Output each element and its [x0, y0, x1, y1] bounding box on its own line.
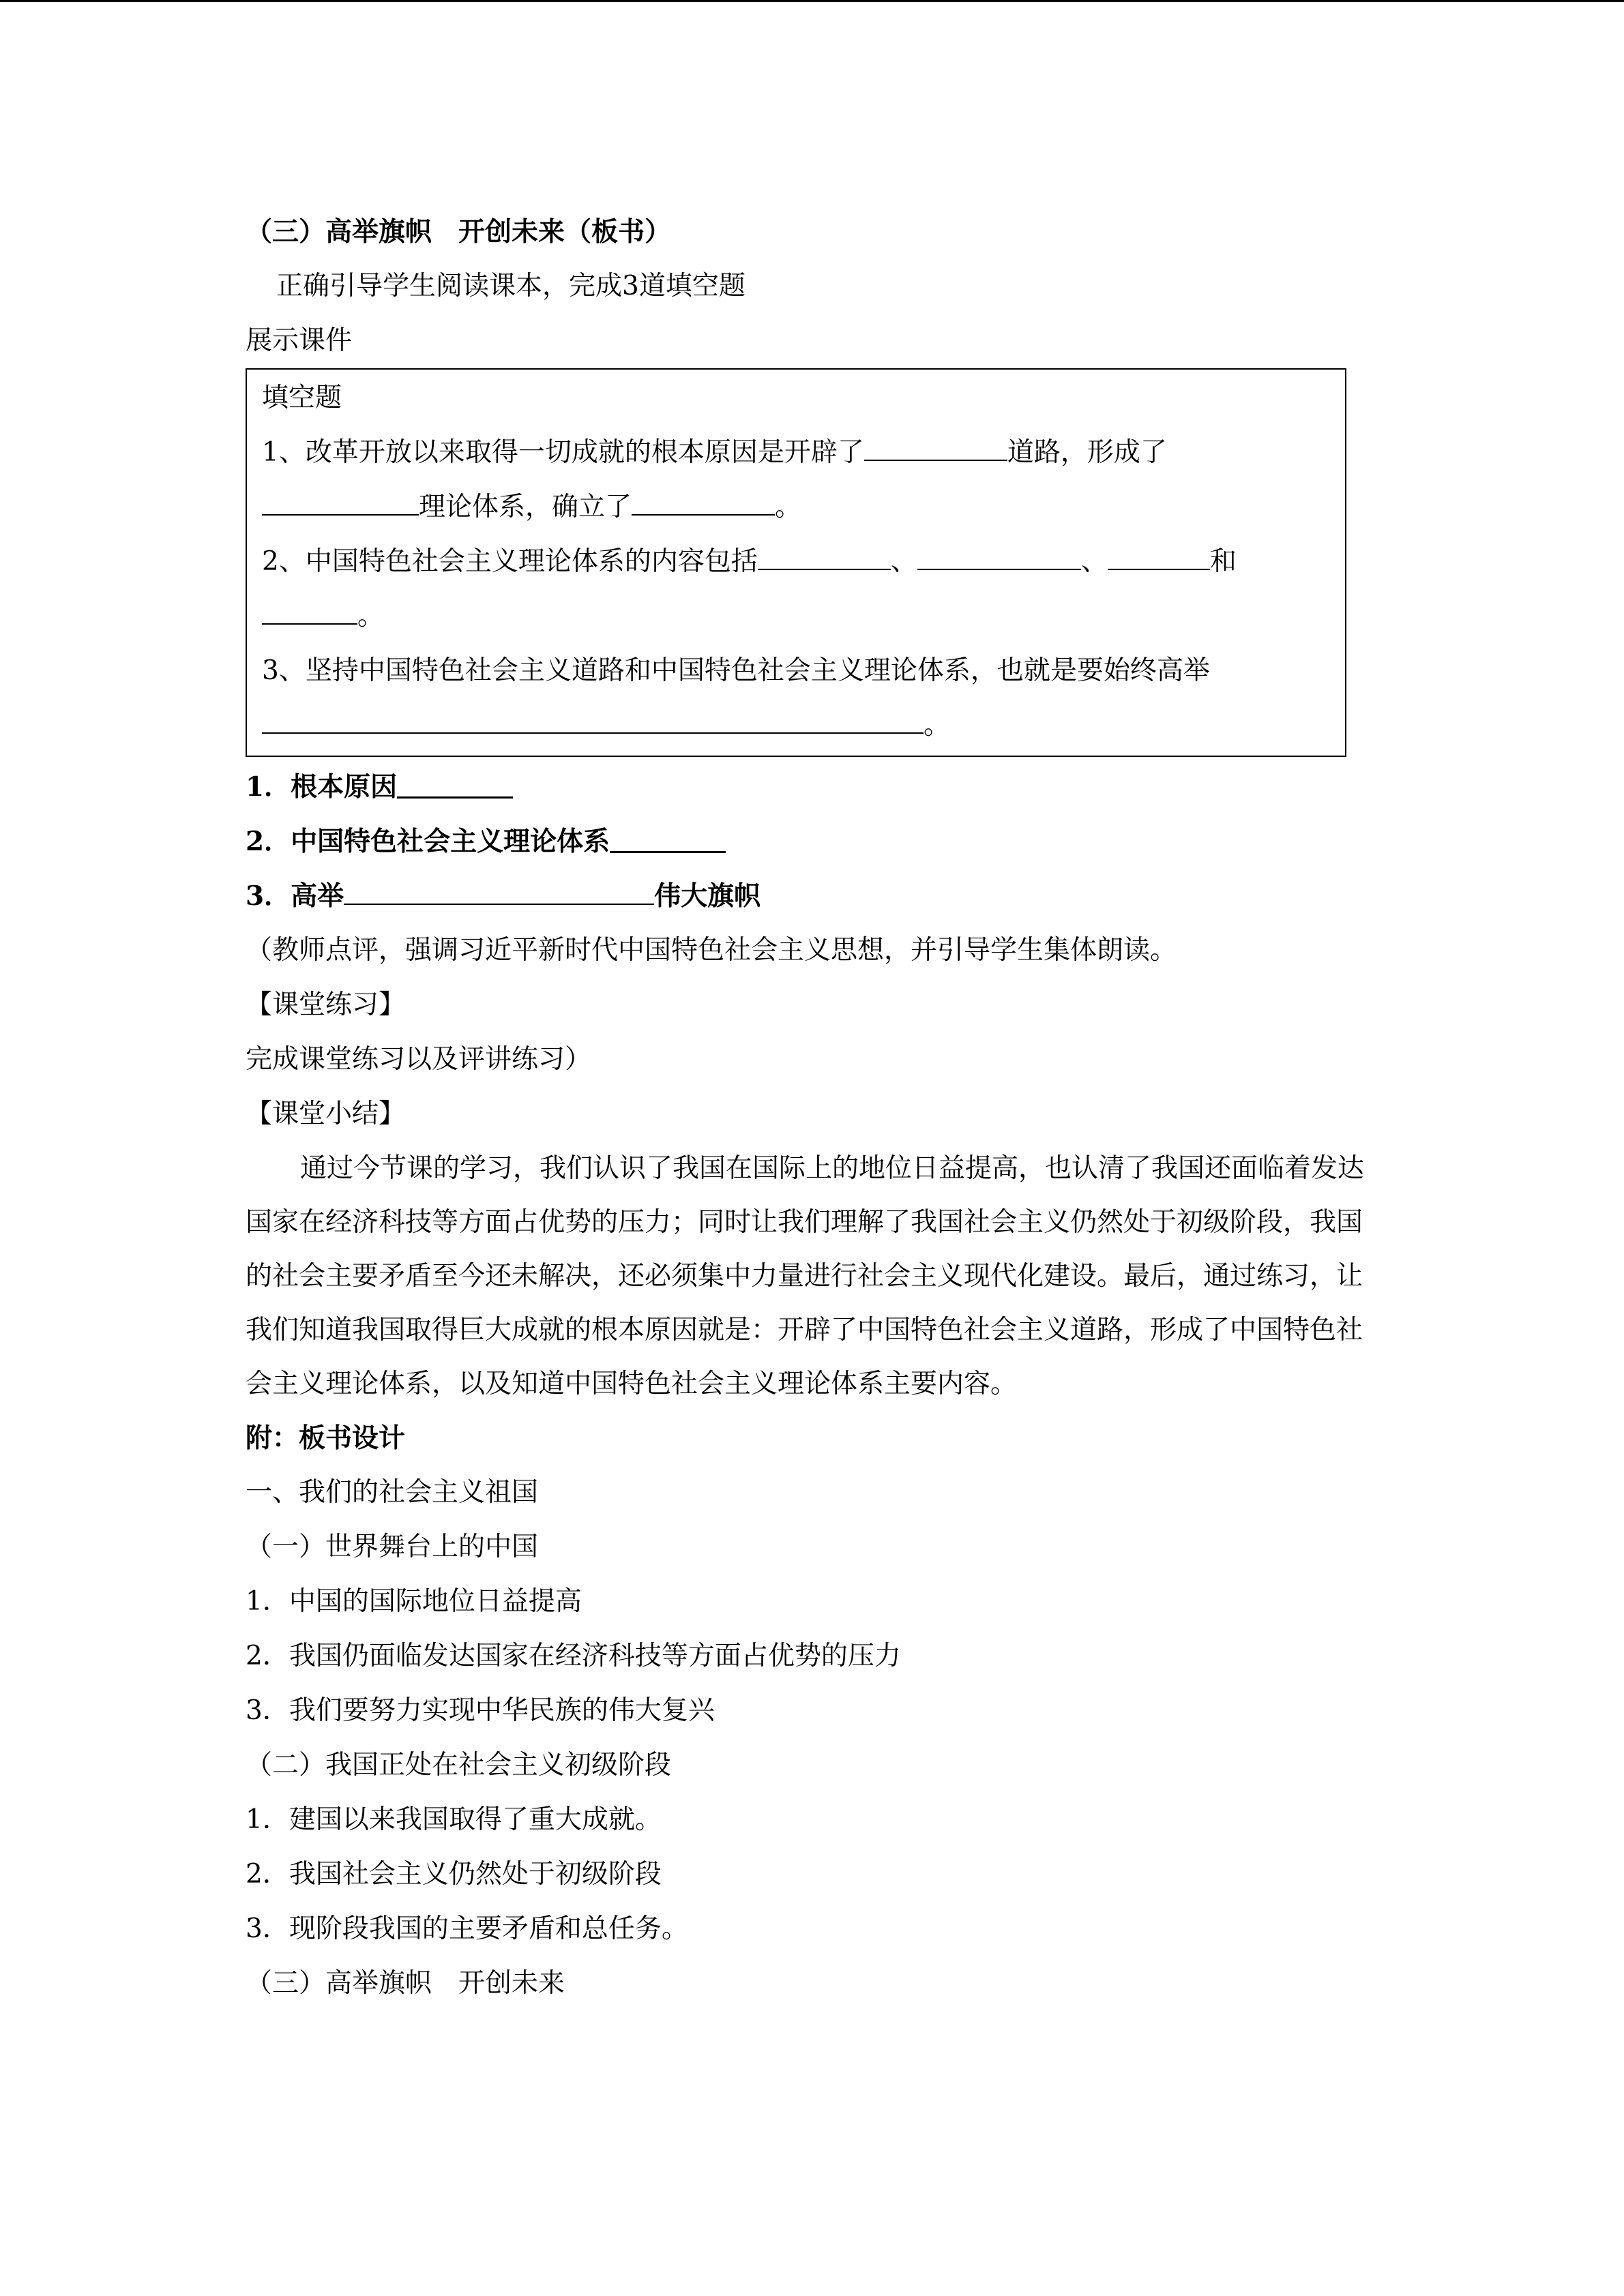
- fill-box-title: 填空题: [262, 383, 342, 413]
- answer-1-text: 1．根本原因: [246, 771, 398, 803]
- board-item-3: 1．中国的国际地位日益提高: [246, 1586, 582, 1617]
- q1-text-c: 理论体系，确立了: [419, 492, 632, 522]
- board-item-2: （一）世界舞台上的中国: [246, 1532, 539, 1562]
- q1-blank-1: [864, 436, 1007, 461]
- board-item-4: 2．我国仍面临发达国家在经济科技等方面占优势的压力: [246, 1641, 901, 1671]
- answer-1: [246, 760, 1378, 814]
- question-2-line-1: [262, 535, 1330, 589]
- board-item-7: 1．建国以来我国取得了重大成就。: [246, 1804, 662, 1835]
- board-item-9: 3．现阶段我国的主要矛盾和总任务。: [246, 1913, 688, 1944]
- question-1-line-1: [262, 426, 1330, 480]
- question-1-line-2: [262, 480, 1330, 535]
- q2-text-a: 2、中国特色社会主义理论体系的内容包括: [262, 546, 758, 577]
- q1-text-a: 1、改革开放以来取得一切成就的根本原因是开辟了: [262, 437, 864, 468]
- q2-blank-4: [262, 600, 357, 625]
- intro-text: 正确引导学生阅读课本，完成3道填空题: [276, 271, 745, 301]
- q1-blank-3: [632, 491, 775, 516]
- question-3-line-1: 3、坚持中国特色社会主义道路和中国特色社会主义理论体系，也就是要始终高举: [262, 655, 1210, 686]
- answer-3-text-b: 伟大旗帜: [654, 880, 761, 912]
- summary-heading: 【课堂小结】: [246, 1099, 406, 1129]
- answer-1-dash: [397, 780, 513, 799]
- q3-end: 。: [924, 710, 951, 741]
- q3-blank: [262, 709, 924, 734]
- section-heading: （三）高举旗帜 开创未来（板书）: [246, 216, 672, 248]
- board-item-10: （三）高举旗帜 开创未来: [246, 1968, 565, 1999]
- board-item-1: 一、我们的社会主义祖国: [246, 1477, 539, 1508]
- board-design-heading: 附：板书设计: [246, 1422, 406, 1454]
- q2-blank-2: [917, 546, 1081, 570]
- answer-2: [246, 814, 1378, 869]
- q1-text-b: 道路，形成了: [1007, 437, 1167, 468]
- q2-blank-3: [1108, 546, 1210, 570]
- answer-2-text: 2．中国特色社会主义理论体系: [246, 826, 610, 857]
- q2-blank-1: [758, 546, 891, 570]
- document-page: [246, 205, 1378, 2011]
- q2-sep-2: 、: [1080, 546, 1108, 577]
- practice-heading: 【课堂练习】: [246, 989, 406, 1020]
- question-3-line-2: [262, 698, 1330, 753]
- board-item-6: （二）我国正处在社会主义初级阶段: [246, 1750, 672, 1780]
- board-item-8: 2．我国社会主义仍然处于初级阶段: [246, 1859, 662, 1890]
- answer-3: [246, 869, 1378, 923]
- practice-text: 完成课堂练习以及评讲练习）: [246, 1044, 592, 1075]
- answer-3-blank: [344, 882, 654, 905]
- summary-paragraph: 通过今节课的学习，我们认识了我国在国际上的地位日益提高，也认清了我国还面临着发达国家在经济科技等方面占优势的压力；同时让我们理解了我国社会主义仍然处于初级阶段，我国的社会主要矛盾至今还未解决，还必须集中力量进行社会主义现代化建设。最后，通过练习，让我们知道我国取得巨大成就的根本原因就是：开辟了中国特色社会主义道路，形成了中国特色社会主义理论体系，以及知道中国特色社会主义理论体系主要内容。: [246, 1153, 1365, 1399]
- board-item-5: 3．我们要努力实现中华民族的伟大复兴: [246, 1695, 715, 1726]
- q2-end: 。: [357, 601, 385, 631]
- show-courseware-text: 展示课件: [246, 325, 353, 356]
- q1-end: 。: [775, 492, 802, 522]
- answer-3-text-a: 3．高举: [246, 880, 344, 912]
- q1-blank-2: [262, 491, 419, 516]
- fill-in-blank-box: [246, 368, 1346, 757]
- q2-sep-1: 、: [890, 546, 917, 577]
- top-border-line: [0, 0, 1624, 2]
- teacher-comment: （教师点评，强调习近平新时代中国特色社会主义思想，并引导学生集体朗读。: [246, 935, 1177, 966]
- q2-he: 和: [1209, 546, 1237, 577]
- answer-2-dash: [610, 835, 726, 853]
- question-2-line-2: [262, 589, 1330, 644]
